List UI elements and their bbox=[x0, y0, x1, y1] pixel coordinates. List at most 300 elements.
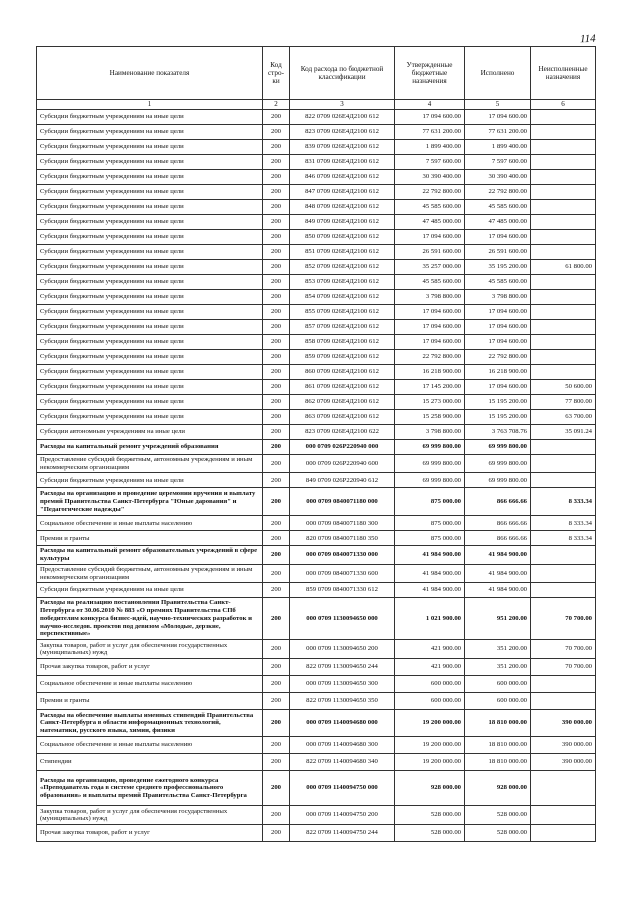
table-row bbox=[37, 260, 596, 275]
row-budget-code-cell: 000 0709 1130094650 200 bbox=[290, 640, 395, 659]
row-remaining-cell bbox=[531, 125, 596, 140]
row-executed-cell: 18 810 000.00 bbox=[465, 754, 531, 771]
table-row bbox=[37, 305, 596, 320]
row-budget-code-cell: 000 0709 1140094750 000 bbox=[290, 771, 395, 806]
row-budget-code-cell: 859 0709 026Е4Д2100 612 bbox=[290, 350, 395, 365]
table-row bbox=[37, 350, 596, 365]
row-line-code-cell: 200 bbox=[263, 365, 290, 380]
table-row bbox=[37, 230, 596, 245]
row-line-code-cell: 200 bbox=[263, 350, 290, 365]
row-remaining-cell: 50 600.00 bbox=[531, 380, 596, 395]
table-row bbox=[37, 825, 596, 842]
row-line-code-cell: 200 bbox=[263, 275, 290, 290]
row-remaining-cell bbox=[531, 365, 596, 380]
row-remaining-cell bbox=[531, 110, 596, 125]
row-budget-code-cell: 000 0709 1140094750 200 bbox=[290, 806, 395, 825]
row-executed-cell: 351 200.00 bbox=[465, 640, 531, 659]
row-budget-code-cell: 863 0709 026Е4Д2100 612 bbox=[290, 410, 395, 425]
row-budget-code-cell: 823 0709 026Е4Д2100 622 bbox=[290, 425, 395, 440]
row-budget-code-cell: 860 0709 026Е4Д2100 612 bbox=[290, 365, 395, 380]
table-row bbox=[37, 425, 596, 440]
row-name-cell: Субсидии бюджетным учреждениям на иные цели bbox=[37, 335, 263, 350]
row-approved-cell: 30 390 400.00 bbox=[395, 170, 465, 185]
row-line-code-cell: 200 bbox=[263, 640, 290, 659]
row-name-cell: Субсидии бюджетным учреждениям на иные цели bbox=[37, 155, 263, 170]
row-executed-cell: 17 094 600.00 bbox=[465, 335, 531, 350]
row-remaining-cell: 390 000.00 bbox=[531, 737, 596, 754]
row-line-code-cell: 200 bbox=[263, 320, 290, 335]
row-line-code-cell: 200 bbox=[263, 488, 290, 516]
table-row bbox=[37, 395, 596, 410]
table-row bbox=[37, 380, 596, 395]
row-executed-cell: 17 094 600.00 bbox=[465, 305, 531, 320]
row-remaining-cell bbox=[531, 440, 596, 455]
row-budget-code-cell: 839 0709 026Е4Д2100 612 bbox=[290, 140, 395, 155]
row-executed-cell: 35 195 200.00 bbox=[465, 260, 531, 275]
row-remaining-cell bbox=[531, 230, 596, 245]
row-name-cell: Предоставление субсидий бюджетным, автономным учреждениям и иным некоммерческим организациям bbox=[37, 564, 263, 582]
row-approved-cell: 22 792 800.00 bbox=[395, 185, 465, 200]
row-approved-cell: 47 485 000.00 bbox=[395, 215, 465, 230]
row-approved-cell: 875 000.00 bbox=[395, 531, 465, 546]
row-approved-cell: 1 899 400.00 bbox=[395, 140, 465, 155]
row-line-code-cell: 200 bbox=[263, 245, 290, 260]
row-executed-cell: 69 999 800.00 bbox=[465, 473, 531, 488]
row-approved-cell: 7 597 600.00 bbox=[395, 155, 465, 170]
table-row bbox=[37, 531, 596, 546]
row-executed-cell: 41 984 900.00 bbox=[465, 583, 531, 598]
row-name-cell: Субсидии бюджетным учреждениям на иные цели bbox=[37, 410, 263, 425]
row-approved-cell: 17 094 600.00 bbox=[395, 335, 465, 350]
row-approved-cell: 19 200 000.00 bbox=[395, 710, 465, 737]
row-approved-cell: 600 000.00 bbox=[395, 676, 465, 693]
row-approved-cell: 3 798 800.00 bbox=[395, 425, 465, 440]
row-name-cell: Субсидии бюджетным учреждениям на иные цели bbox=[37, 380, 263, 395]
row-name-cell: Стипендии bbox=[37, 754, 263, 771]
table-row bbox=[37, 564, 596, 582]
row-executed-cell: 18 810 000.00 bbox=[465, 737, 531, 754]
row-remaining-cell: 70 700.00 bbox=[531, 598, 596, 640]
row-budget-code-cell: 849 0709 026Р220940 612 bbox=[290, 473, 395, 488]
table-row bbox=[37, 640, 596, 659]
row-remaining-cell bbox=[531, 771, 596, 806]
row-budget-code-cell: 822 0709 1130094650 244 bbox=[290, 659, 395, 676]
row-approved-cell: 875 000.00 bbox=[395, 516, 465, 531]
row-executed-cell: 47 485 000.00 bbox=[465, 215, 531, 230]
row-name-cell: Субсидии бюджетным учреждениям на иные цели bbox=[37, 275, 263, 290]
row-budget-code-cell: 851 0709 026Е4Д2100 612 bbox=[290, 245, 395, 260]
row-budget-code-cell: 855 0709 026Е4Д2100 612 bbox=[290, 305, 395, 320]
row-executed-cell: 351 200.00 bbox=[465, 659, 531, 676]
row-line-code-cell: 200 bbox=[263, 155, 290, 170]
row-line-code-cell: 200 bbox=[263, 737, 290, 754]
row-approved-cell: 77 631 200.00 bbox=[395, 125, 465, 140]
row-approved-cell: 19 200 000.00 bbox=[395, 754, 465, 771]
row-remaining-cell bbox=[531, 170, 596, 185]
row-executed-cell: 17 094 600.00 bbox=[465, 380, 531, 395]
row-budget-code-cell: 854 0709 026Е4Д2100 612 bbox=[290, 290, 395, 305]
row-name-cell: Расходы на обеспечение выплаты именных стипендий Правительства Санкт-Петербурга в области информационных технологий, математики, русского языка, химии, физики bbox=[37, 710, 263, 737]
row-budget-code-cell: 847 0709 026Е4Д2100 612 bbox=[290, 185, 395, 200]
table-row bbox=[37, 440, 596, 455]
row-executed-cell: 528 000.00 bbox=[465, 806, 531, 825]
row-line-code-cell: 200 bbox=[263, 710, 290, 737]
row-executed-cell: 69 999 800.00 bbox=[465, 455, 531, 473]
row-name-cell: Субсидии бюджетным учреждениям на иные цели bbox=[37, 110, 263, 125]
row-budget-code-cell: 000 0709 0840071180 300 bbox=[290, 516, 395, 531]
column-number: 4 bbox=[395, 100, 465, 110]
row-name-cell: Субсидии бюджетным учреждениям на иные цели bbox=[37, 350, 263, 365]
row-executed-cell: 17 094 600.00 bbox=[465, 320, 531, 335]
row-line-code-cell: 200 bbox=[263, 806, 290, 825]
row-name-cell: Субсидии бюджетным учреждениям на иные цели bbox=[37, 125, 263, 140]
row-line-code-cell: 200 bbox=[263, 598, 290, 640]
row-name-cell: Закупка товаров, работ и услуг для обеспечения государственных (муниципальных) нужд bbox=[37, 806, 263, 825]
row-remaining-cell: 390 000.00 bbox=[531, 710, 596, 737]
table-row bbox=[37, 320, 596, 335]
row-remaining-cell: 8 333.34 bbox=[531, 516, 596, 531]
table-row bbox=[37, 771, 596, 806]
row-budget-code-cell: 848 0709 026Е4Д2100 612 bbox=[290, 200, 395, 215]
row-budget-code-cell: 000 0709 1130094650 000 bbox=[290, 598, 395, 640]
row-remaining-cell: 61 800.00 bbox=[531, 260, 596, 275]
row-remaining-cell bbox=[531, 455, 596, 473]
row-approved-cell: 421 900.00 bbox=[395, 640, 465, 659]
row-approved-cell: 35 257 000.00 bbox=[395, 260, 465, 275]
row-executed-cell: 600 000.00 bbox=[465, 693, 531, 710]
row-line-code-cell: 200 bbox=[263, 110, 290, 125]
row-name-cell: Субсидии бюджетным учреждениям на иные цели bbox=[37, 583, 263, 598]
row-name-cell: Субсидии бюджетным учреждениям на иные цели bbox=[37, 185, 263, 200]
row-approved-cell: 3 798 800.00 bbox=[395, 290, 465, 305]
page-number: 114 bbox=[580, 32, 597, 46]
row-line-code-cell: 200 bbox=[263, 440, 290, 455]
row-remaining-cell bbox=[531, 676, 596, 693]
row-line-code-cell: 200 bbox=[263, 140, 290, 155]
row-budget-code-cell: 846 0709 026Е4Д2100 612 bbox=[290, 170, 395, 185]
table-row bbox=[37, 516, 596, 531]
row-line-code-cell: 200 bbox=[263, 185, 290, 200]
row-remaining-cell bbox=[531, 546, 596, 564]
row-name-cell: Социальное обеспечение и иные выплаты населению bbox=[37, 737, 263, 754]
row-name-cell: Расходы на организацию, проведение ежегодного конкурса «Преподаватель года в системе среднего профессионального образования» и выплаты премий Правительства Санкт-Петербурга bbox=[37, 771, 263, 806]
row-name-cell: Субсидии бюджетным учреждениям на иные цели bbox=[37, 260, 263, 275]
column-number: 5 bbox=[465, 100, 531, 110]
row-approved-cell: 45 585 600.00 bbox=[395, 275, 465, 290]
table-row bbox=[37, 693, 596, 710]
row-remaining-cell bbox=[531, 155, 596, 170]
row-name-cell: Субсидии бюджетным учреждениям на иные цели bbox=[37, 290, 263, 305]
row-budget-code-cell: 853 0709 026Е4Д2100 612 bbox=[290, 275, 395, 290]
row-name-cell: Субсидии бюджетным учреждениям на иные цели bbox=[37, 395, 263, 410]
header-budget-code: Код расхода по бюджетной классификации bbox=[290, 47, 395, 100]
table-row bbox=[37, 754, 596, 771]
row-line-code-cell: 200 bbox=[263, 200, 290, 215]
row-remaining-cell bbox=[531, 290, 596, 305]
column-number-row bbox=[37, 100, 596, 110]
row-approved-cell: 22 792 800.00 bbox=[395, 350, 465, 365]
row-line-code-cell: 200 bbox=[263, 564, 290, 582]
table-row bbox=[37, 659, 596, 676]
row-line-code-cell: 200 bbox=[263, 410, 290, 425]
row-executed-cell: 866 666.66 bbox=[465, 488, 531, 516]
row-budget-code-cell: 822 0709 1130094650 350 bbox=[290, 693, 395, 710]
table-body bbox=[37, 110, 596, 842]
row-line-code-cell: 200 bbox=[263, 335, 290, 350]
row-remaining-cell bbox=[531, 335, 596, 350]
row-remaining-cell: 63 700.00 bbox=[531, 410, 596, 425]
row-executed-cell: 16 218 900.00 bbox=[465, 365, 531, 380]
row-line-code-cell: 200 bbox=[263, 531, 290, 546]
row-approved-cell: 17 094 600.00 bbox=[395, 230, 465, 245]
row-line-code-cell: 200 bbox=[263, 825, 290, 842]
row-remaining-cell bbox=[531, 200, 596, 215]
row-line-code-cell: 200 bbox=[263, 260, 290, 275]
row-name-cell: Субсидии бюджетным учреждениям на иные цели bbox=[37, 473, 263, 488]
column-number: 6 bbox=[531, 100, 596, 110]
table-row bbox=[37, 546, 596, 564]
row-budget-code-cell: 852 0709 026Е4Д2100 612 bbox=[290, 260, 395, 275]
row-line-code-cell: 200 bbox=[263, 305, 290, 320]
row-approved-cell: 1 021 900.00 bbox=[395, 598, 465, 640]
row-name-cell: Субсидии бюджетным учреждениям на иные цели bbox=[37, 305, 263, 320]
row-remaining-cell bbox=[531, 320, 596, 335]
row-budget-code-cell: 858 0709 026Е4Д2100 612 bbox=[290, 335, 395, 350]
row-remaining-cell: 77 800.00 bbox=[531, 395, 596, 410]
table-row bbox=[37, 200, 596, 215]
row-remaining-cell bbox=[531, 825, 596, 842]
row-line-code-cell: 200 bbox=[263, 380, 290, 395]
row-executed-cell: 600 000.00 bbox=[465, 676, 531, 693]
table-row bbox=[37, 290, 596, 305]
row-budget-code-cell: 822 0709 1140094750 244 bbox=[290, 825, 395, 842]
row-line-code-cell: 200 bbox=[263, 583, 290, 598]
row-remaining-cell bbox=[531, 215, 596, 230]
row-budget-code-cell: 000 0709 1140094680 300 bbox=[290, 737, 395, 754]
table-row bbox=[37, 473, 596, 488]
row-budget-code-cell: 861 0709 026Е4Д2100 612 bbox=[290, 380, 395, 395]
row-executed-cell: 30 390 400.00 bbox=[465, 170, 531, 185]
row-line-code-cell: 200 bbox=[263, 455, 290, 473]
row-remaining-cell: 8 333.34 bbox=[531, 531, 596, 546]
row-budget-code-cell: 000 0709 026Р220940 600 bbox=[290, 455, 395, 473]
row-remaining-cell bbox=[531, 140, 596, 155]
row-remaining-cell bbox=[531, 583, 596, 598]
row-executed-cell: 45 585 600.00 bbox=[465, 275, 531, 290]
table-row bbox=[37, 335, 596, 350]
row-remaining-cell: 390 000.00 bbox=[531, 754, 596, 771]
row-line-code-cell: 200 bbox=[263, 215, 290, 230]
row-approved-cell: 16 218 900.00 bbox=[395, 365, 465, 380]
row-budget-code-cell: 000 0709 0840071330 000 bbox=[290, 546, 395, 564]
row-name-cell: Расходы на реализацию постановления Правительства Санкт-Петербурга от 30.06.2010 № 883 «О премиях Правительства СПб победителям конкурса бизнес-идей, научно-технических разработок и научно-исследов. проектов под девизом «Молодые, дерзкие, перспективные» bbox=[37, 598, 263, 640]
table-row bbox=[37, 215, 596, 230]
row-approved-cell: 875 000.00 bbox=[395, 488, 465, 516]
row-line-code-cell: 200 bbox=[263, 771, 290, 806]
row-approved-cell: 41 984 900.00 bbox=[395, 583, 465, 598]
row-executed-cell: 3 798 800.00 bbox=[465, 290, 531, 305]
table-row bbox=[37, 455, 596, 473]
table-row bbox=[37, 488, 596, 516]
row-line-code-cell: 200 bbox=[263, 125, 290, 140]
row-budget-code-cell: 820 0709 0840071180 350 bbox=[290, 531, 395, 546]
row-budget-code-cell: 831 0709 026Е4Д2100 612 bbox=[290, 155, 395, 170]
row-name-cell: Прочая закупка товаров, работ и услуг bbox=[37, 659, 263, 676]
row-line-code-cell: 200 bbox=[263, 170, 290, 185]
row-line-code-cell: 200 bbox=[263, 395, 290, 410]
row-remaining-cell bbox=[531, 245, 596, 260]
row-line-code-cell: 200 bbox=[263, 230, 290, 245]
row-executed-cell: 951 200.00 bbox=[465, 598, 531, 640]
row-executed-cell: 7 597 600.00 bbox=[465, 155, 531, 170]
row-approved-cell: 528 000.00 bbox=[395, 825, 465, 842]
row-name-cell: Субсидии бюджетным учреждениям на иные цели bbox=[37, 365, 263, 380]
row-name-cell: Предоставление субсидий бюджетным, автономным учреждениям и иным некоммерческим организациям bbox=[37, 455, 263, 473]
table-row bbox=[37, 245, 596, 260]
row-remaining-cell bbox=[531, 350, 596, 365]
row-name-cell: Расходы на капитальный ремонт учреждений образования bbox=[37, 440, 263, 455]
row-name-cell: Социальное обеспечение и иные выплаты населению bbox=[37, 516, 263, 531]
row-approved-cell: 15 258 900.00 bbox=[395, 410, 465, 425]
row-budget-code-cell: 000 0709 026Р220940 000 bbox=[290, 440, 395, 455]
row-remaining-cell bbox=[531, 693, 596, 710]
row-budget-code-cell: 859 0709 0840071330 612 bbox=[290, 583, 395, 598]
row-remaining-cell bbox=[531, 564, 596, 582]
header-remaining: Неисполненные назначения bbox=[531, 47, 596, 100]
row-executed-cell: 69 999 800.00 bbox=[465, 440, 531, 455]
row-executed-cell: 866 666.66 bbox=[465, 516, 531, 531]
row-name-cell: Субсидии бюджетным учреждениям на иные цели bbox=[37, 215, 263, 230]
table-header-row bbox=[37, 47, 596, 100]
row-line-code-cell: 200 bbox=[263, 516, 290, 531]
header-executed: Исполнено bbox=[465, 47, 531, 100]
row-line-code-cell: 200 bbox=[263, 290, 290, 305]
table-row bbox=[37, 737, 596, 754]
table-row bbox=[37, 125, 596, 140]
row-approved-cell: 41 984 900.00 bbox=[395, 546, 465, 564]
row-executed-cell: 22 792 800.00 bbox=[465, 350, 531, 365]
row-budget-code-cell: 823 0709 026Е4Д2100 612 bbox=[290, 125, 395, 140]
column-number: 2 bbox=[263, 100, 290, 110]
header-name: Наименование показателя bbox=[37, 47, 263, 100]
row-executed-cell: 866 666.66 bbox=[465, 531, 531, 546]
row-remaining-cell: 70 700.00 bbox=[531, 659, 596, 676]
row-name-cell: Субсидии бюджетным учреждениям на иные цели bbox=[37, 230, 263, 245]
row-approved-cell: 928 000.00 bbox=[395, 771, 465, 806]
table-row bbox=[37, 676, 596, 693]
row-budget-code-cell: 849 0709 026Е4Д2100 612 bbox=[290, 215, 395, 230]
row-name-cell: Закупка товаров, работ и услуг для обеспечения государственных (муниципальных) нужд bbox=[37, 640, 263, 659]
row-name-cell: Субсидии бюджетным учреждениям на иные цели bbox=[37, 170, 263, 185]
row-remaining-cell bbox=[531, 275, 596, 290]
row-line-code-cell: 200 bbox=[263, 546, 290, 564]
row-name-cell: Прочая закупка товаров, работ и услуг bbox=[37, 825, 263, 842]
row-line-code-cell: 200 bbox=[263, 754, 290, 771]
row-executed-cell: 15 195 200.00 bbox=[465, 410, 531, 425]
header-approved: Утвержденные бюджетные назначения bbox=[395, 47, 465, 100]
row-approved-cell: 15 273 000.00 bbox=[395, 395, 465, 410]
row-approved-cell: 528 000.00 bbox=[395, 806, 465, 825]
row-executed-cell: 17 094 600.00 bbox=[465, 110, 531, 125]
row-line-code-cell: 200 bbox=[263, 659, 290, 676]
row-executed-cell: 26 591 600.00 bbox=[465, 245, 531, 260]
row-executed-cell: 18 810 000.00 bbox=[465, 710, 531, 737]
row-budget-code-cell: 000 0709 0840071180 000 bbox=[290, 488, 395, 516]
row-executed-cell: 1 899 400.00 bbox=[465, 140, 531, 155]
table-row bbox=[37, 110, 596, 125]
row-approved-cell: 41 984 900.00 bbox=[395, 564, 465, 582]
row-approved-cell: 19 200 000.00 bbox=[395, 737, 465, 754]
row-name-cell: Субсидии автономным учреждениям на иные цели bbox=[37, 425, 263, 440]
row-approved-cell: 26 591 600.00 bbox=[395, 245, 465, 260]
row-budget-code-cell: 000 0709 1130094650 300 bbox=[290, 676, 395, 693]
table-row bbox=[37, 140, 596, 155]
row-approved-cell: 17 094 600.00 bbox=[395, 305, 465, 320]
row-budget-code-cell: 822 0709 026Е4Д2100 612 bbox=[290, 110, 395, 125]
row-name-cell: Субсидии бюджетным учреждениям на иные цели bbox=[37, 245, 263, 260]
row-remaining-cell bbox=[531, 806, 596, 825]
row-approved-cell: 421 900.00 bbox=[395, 659, 465, 676]
row-executed-cell: 41 984 900.00 bbox=[465, 564, 531, 582]
row-budget-code-cell: 000 0709 1140094680 000 bbox=[290, 710, 395, 737]
row-budget-code-cell: 850 0709 026Е4Д2100 612 bbox=[290, 230, 395, 245]
row-approved-cell: 600 000.00 bbox=[395, 693, 465, 710]
row-line-code-cell: 200 bbox=[263, 693, 290, 710]
table-row bbox=[37, 155, 596, 170]
row-name-cell: Расходы на капитальный ремонт образовательных учреждений в сфере культуры bbox=[37, 546, 263, 564]
row-executed-cell: 3 763 708.76 bbox=[465, 425, 531, 440]
row-remaining-cell bbox=[531, 473, 596, 488]
row-line-code-cell: 200 bbox=[263, 676, 290, 693]
row-approved-cell: 17 094 600.00 bbox=[395, 110, 465, 125]
table-row bbox=[37, 170, 596, 185]
row-line-code-cell: 200 bbox=[263, 425, 290, 440]
column-number: 1 bbox=[37, 100, 263, 110]
table-row bbox=[37, 365, 596, 380]
row-name-cell: Субсидии бюджетным учреждениям на иные цели bbox=[37, 200, 263, 215]
column-number: 3 bbox=[290, 100, 395, 110]
table-row bbox=[37, 710, 596, 737]
row-approved-cell: 17 145 200.00 bbox=[395, 380, 465, 395]
table-row bbox=[37, 275, 596, 290]
row-name-cell: Субсидии бюджетным учреждениям на иные цели bbox=[37, 320, 263, 335]
row-name-cell: Субсидии бюджетным учреждениям на иные цели bbox=[37, 140, 263, 155]
row-budget-code-cell: 822 0709 1140094680 340 bbox=[290, 754, 395, 771]
row-executed-cell: 528 000.00 bbox=[465, 825, 531, 842]
row-line-code-cell: 200 bbox=[263, 473, 290, 488]
row-executed-cell: 41 984 900.00 bbox=[465, 546, 531, 564]
table-row bbox=[37, 598, 596, 640]
row-approved-cell: 69 999 800.00 bbox=[395, 440, 465, 455]
row-executed-cell: 45 585 600.00 bbox=[465, 200, 531, 215]
row-executed-cell: 928 000.00 bbox=[465, 771, 531, 806]
budget-execution-table bbox=[36, 46, 596, 842]
row-name-cell: Премии и гранты bbox=[37, 693, 263, 710]
row-remaining-cell bbox=[531, 305, 596, 320]
row-executed-cell: 77 631 200.00 bbox=[465, 125, 531, 140]
row-remaining-cell: 8 333.34 bbox=[531, 488, 596, 516]
header-line-code: Код стро-ки bbox=[263, 47, 290, 100]
row-approved-cell: 69 999 800.00 bbox=[395, 473, 465, 488]
row-name-cell: Расходы на организацию и проведение церемонии вручения и выплату премий Правительства Санкт-Петербурга "Юные дарования" и "Педагогические надежды" bbox=[37, 488, 263, 516]
row-budget-code-cell: 857 0709 026Е4Д2100 612 bbox=[290, 320, 395, 335]
row-remaining-cell: 70 700.00 bbox=[531, 640, 596, 659]
table-row bbox=[37, 410, 596, 425]
row-name-cell: Социальное обеспечение и иные выплаты населению bbox=[37, 676, 263, 693]
row-approved-cell: 45 585 600.00 bbox=[395, 200, 465, 215]
row-executed-cell: 22 792 800.00 bbox=[465, 185, 531, 200]
row-approved-cell: 17 094 600.00 bbox=[395, 320, 465, 335]
